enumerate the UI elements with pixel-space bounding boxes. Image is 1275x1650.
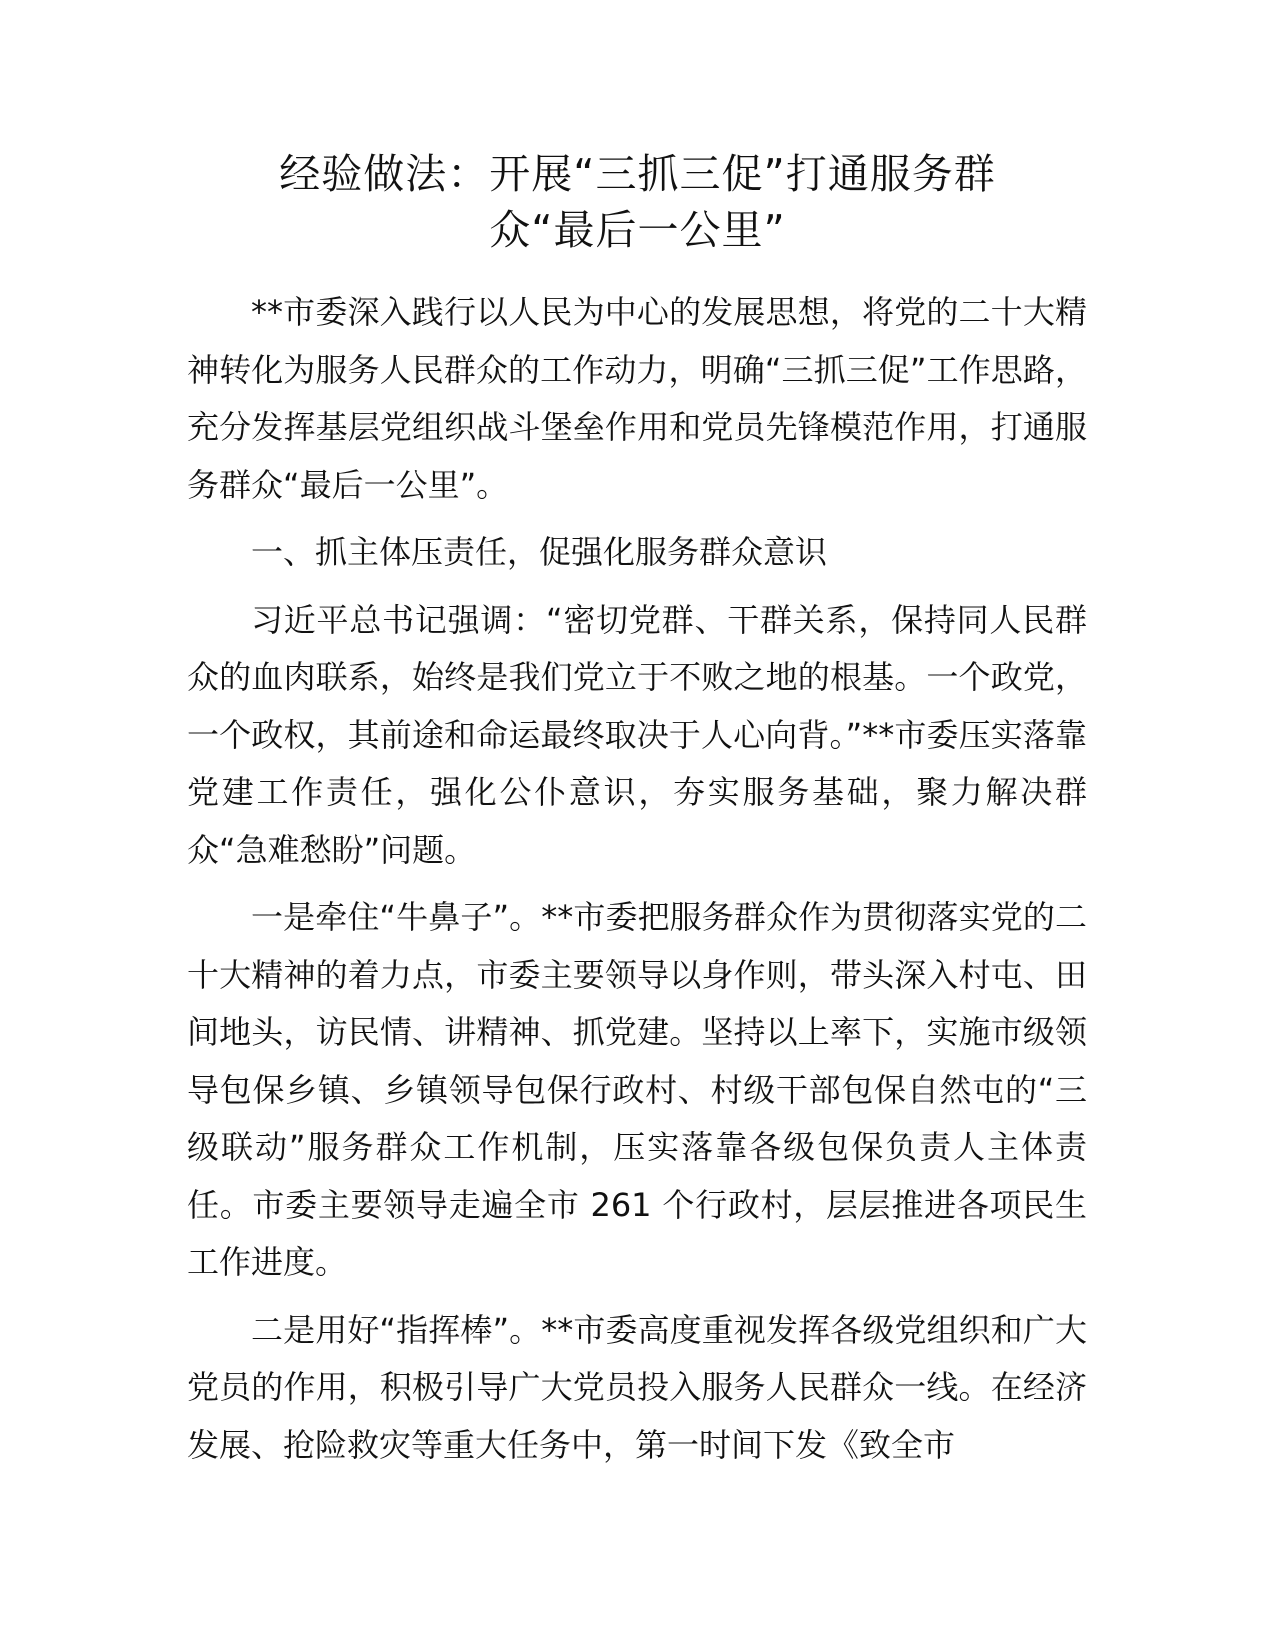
point-one-paragraph: 一是牵住“牛鼻子”。**市委把服务群众作为贯彻落实党的二十大精神的着力点，市委主要领导以身作则，带头深入村屯、田间地头，访民情、讲精神、抓党建。坚持以上率下，实施市级领导包保乡镇、乡镇领导包保行政村、村级干部包保自然屯的“三级联动”服务群众工作机制，压实落靠各级包保负责人主体责任。市委主要领导走遍全市 261 个行政村，层层推进各项民生工作进度。 <box>187 898 1087 1281</box>
quote-paragraph: 习近平总书记强调：“密切党群、干群关系，保持同人民群众的血肉联系，始终是我们党立于不败之地的根基。一个政党，一个政权，其前途和命运最终取决于人心向背。”**市委压实落靠党建工作责任，强化公仆意识，夯实服务基础，聚力解决群众“急难愁盼”问题。 <box>187 600 1087 869</box>
section-heading-1: 一、抓主体压责任，促强化服务群众意识 <box>251 533 828 571</box>
point-two-paragraph: 二是用好“指挥棒”。**市委高度重视发挥各级党组织和广大党员的作用，积极引导广大党员投入服务人民群众一线。在经济发展、抢险救灾等重大任务中，第一时间下发《致全市 <box>187 1310 1087 1464</box>
title-line-2: 众“最后一公里” <box>489 206 786 254</box>
document-body <box>187 284 1087 1474</box>
document-title <box>180 146 1095 258</box>
title-line-1: 经验做法：开展“三抓三促”打通服务群 <box>279 150 996 198</box>
intro-paragraph: **市委深入践行以人民为中心的发展思想，将党的二十大精神转化为服务人民群众的工作动力，明确“三抓三促”工作思路，充分发挥基层党组织战斗堡垒作用和党员先锋模范作用，打通服务群众“最后一公里”。 <box>187 293 1087 504</box>
